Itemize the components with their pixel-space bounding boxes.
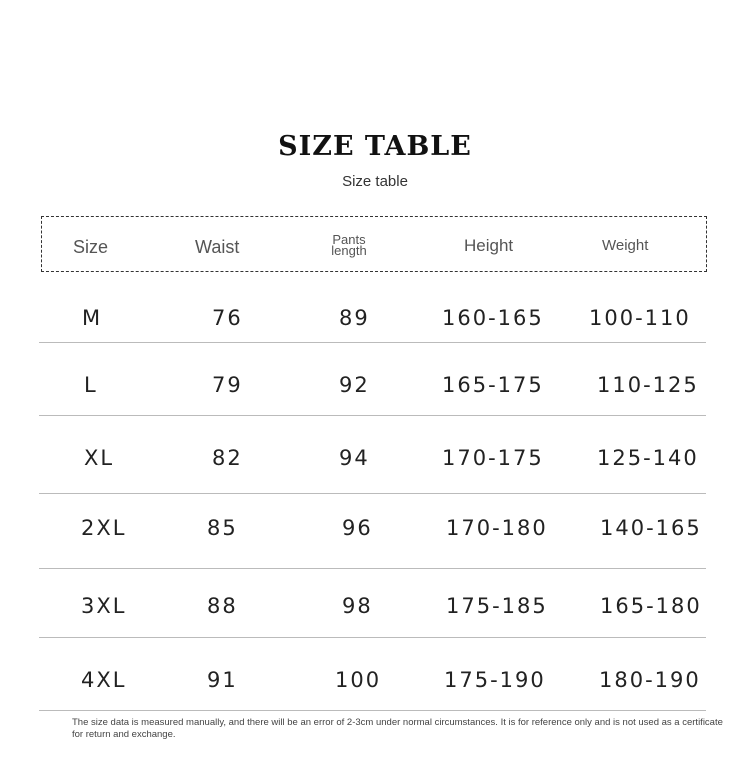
header-weight: Weight bbox=[602, 237, 649, 254]
header-pants-length bbox=[319, 234, 379, 256]
cell-size: 2XL bbox=[81, 516, 127, 540]
cell-size: 4XL bbox=[81, 668, 127, 692]
cell-height: 170-175 bbox=[442, 446, 544, 470]
row-divider bbox=[39, 493, 706, 494]
cell-waist: 79 bbox=[212, 373, 243, 397]
cell-pants-length: 94 bbox=[339, 446, 370, 470]
cell-pants-length: 98 bbox=[342, 594, 373, 618]
cell-size: L bbox=[84, 373, 98, 397]
cell-height: 170-180 bbox=[446, 516, 548, 540]
cell-waist: 82 bbox=[212, 446, 243, 470]
cell-waist: 85 bbox=[207, 516, 238, 540]
cell-weight: 125-140 bbox=[597, 446, 699, 470]
cell-height: 175-185 bbox=[446, 594, 548, 618]
cell-pants-length: 89 bbox=[339, 306, 370, 330]
page-title: SIZE TABLE bbox=[278, 131, 472, 162]
cell-size: M bbox=[82, 306, 103, 330]
cell-waist: 88 bbox=[207, 594, 238, 618]
row-divider bbox=[39, 342, 706, 343]
cell-height: 160-165 bbox=[442, 306, 544, 330]
size-footnote: The size data is measured manually, and there will be an error of 2-3cm under normal circumstances. It is for reference only and is not used as a certificate for return and exchange. bbox=[72, 717, 723, 740]
cell-size: XL bbox=[84, 446, 115, 470]
header-size: Size bbox=[73, 237, 109, 257]
row-divider bbox=[39, 637, 706, 638]
cell-weight: 180-190 bbox=[599, 668, 701, 692]
cell-height: 165-175 bbox=[442, 373, 544, 397]
header-waist: Waist bbox=[195, 237, 240, 257]
row-divider bbox=[39, 710, 706, 711]
cell-pants-length: 92 bbox=[339, 373, 370, 397]
header-pants-line1: Pants bbox=[332, 232, 366, 247]
cell-weight: 110-125 bbox=[597, 373, 699, 397]
cell-weight: 100-110 bbox=[589, 306, 691, 330]
cell-waist: 76 bbox=[212, 306, 243, 330]
cell-pants-length: 96 bbox=[342, 516, 373, 540]
page-subtitle: Size table bbox=[342, 173, 408, 190]
cell-weight: 165-180 bbox=[600, 594, 702, 618]
cell-pants-length: 100 bbox=[335, 668, 382, 692]
cell-size: 3XL bbox=[81, 594, 127, 618]
header-pants-line2: length bbox=[331, 243, 367, 258]
row-divider bbox=[39, 568, 706, 569]
row-divider bbox=[39, 415, 706, 416]
cell-height: 175-190 bbox=[444, 668, 546, 692]
cell-weight: 140-165 bbox=[600, 516, 702, 540]
header-height: Height bbox=[464, 236, 514, 255]
cell-waist: 91 bbox=[207, 668, 238, 692]
